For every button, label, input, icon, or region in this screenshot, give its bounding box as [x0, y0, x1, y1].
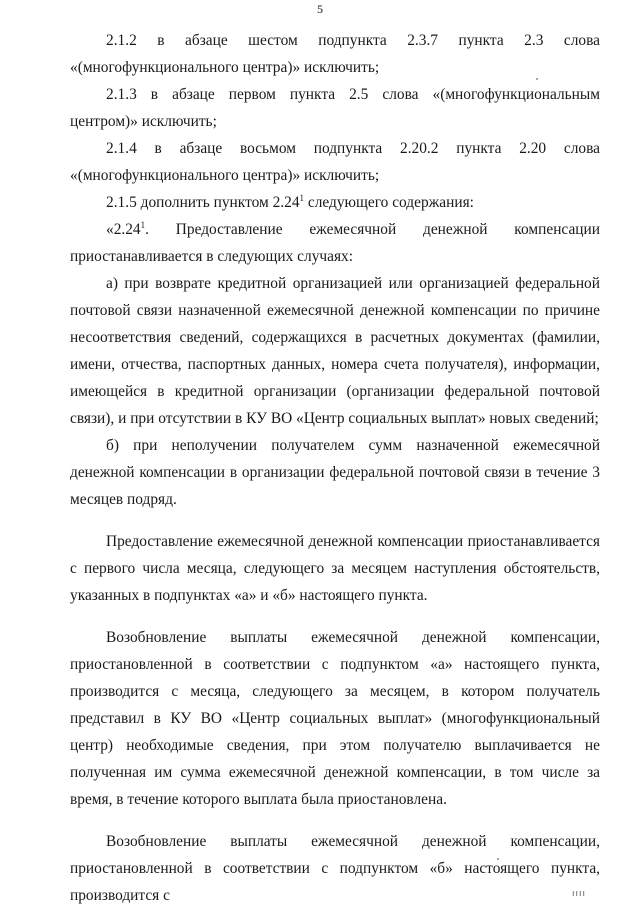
document-body	[70, 27, 600, 909]
footer-scan-mark: ıııı	[572, 888, 587, 898]
item-2-1-5-superscript: 1	[299, 193, 305, 203]
case-a: а) при возврате кредитной организацией или организацией федеральной почтовой связи назначенной ежемесячной денежной компенсации по причине несоответствия сведений, содержащихся в расчетных документах (фамилии, имени, отчества, паспортных данных, номера счета получателя), информации, имеющейся в кредитной организации (организации федеральной почтовой связи), и при отсутствии в КУ ВО «Центр социальных выплат» новых сведений;	[70, 275, 600, 427]
item-2-1-5	[70, 189, 600, 216]
scan-speck	[497, 858, 499, 860]
item-2-1-5-text: 2.1.5 дополнить пунктом 2.24	[106, 194, 300, 211]
clause-lead-text: . Предоставление ежемесячной денежной компенсации приостанавливается в следующих случаях:	[70, 221, 600, 265]
item-2-1-3: 2.1.3 в абзаце первом пункта 2.5 слова «(многофункциональным центром)» исключить;	[70, 86, 600, 130]
item-2-1-5-tail: следующего содержания:	[304, 194, 474, 211]
resumption-a-paragraph: Возобновление выплаты ежемесячной денежной компенсации, приостановленной в соответствии с подпунктом «а» настоящего пункта, производится с месяца, следующего за месяцем, в котором получатель представил в КУ ВО «Центр социальных выплат» (многофункциональный центр) необходимые сведения, при этом получателю выплачивается не полученная им сумма ежемесячной денежной компенсации, в том числе за время, в течение которого выплата была приостановлена.	[70, 629, 600, 808]
page-number: 5	[317, 2, 323, 16]
scan-speck	[536, 78, 538, 80]
clause-number: «2.24	[106, 221, 141, 238]
item-2-1-4: 2.1.4 в абзаце восьмом подпункта 2.20.2 пункта 2.20 слова «(многофункционального центра)» исключить;	[70, 140, 600, 184]
item-2-1-2: 2.1.2 в абзаце шестом подпункта 2.3.7 пункта 2.3 слова «(многофункционального центра)» исключить;	[70, 32, 600, 76]
clause-number-superscript: 1	[140, 220, 146, 230]
resumption-b-paragraph: Возобновление выплаты ежемесячной денежной компенсации, приостановленной в соответствии с подпунктом «б» настоящего пункта, производится с	[70, 833, 600, 904]
case-b: б) при неполучении получателем сумм назначенной ежемесячной денежной компенсации в организации федеральной почтовой связи в течение 3 месяцев подряд.	[70, 437, 600, 508]
clause-2-24-1-lead	[70, 216, 600, 270]
suspension-start-paragraph: Предоставление ежемесячной денежной компенсации приостанавливается с первого числа месяца, следующего за месяцем наступления обстоятельств, указанных в подпунктах «а» и «б» настоящего пункта.	[70, 533, 600, 604]
